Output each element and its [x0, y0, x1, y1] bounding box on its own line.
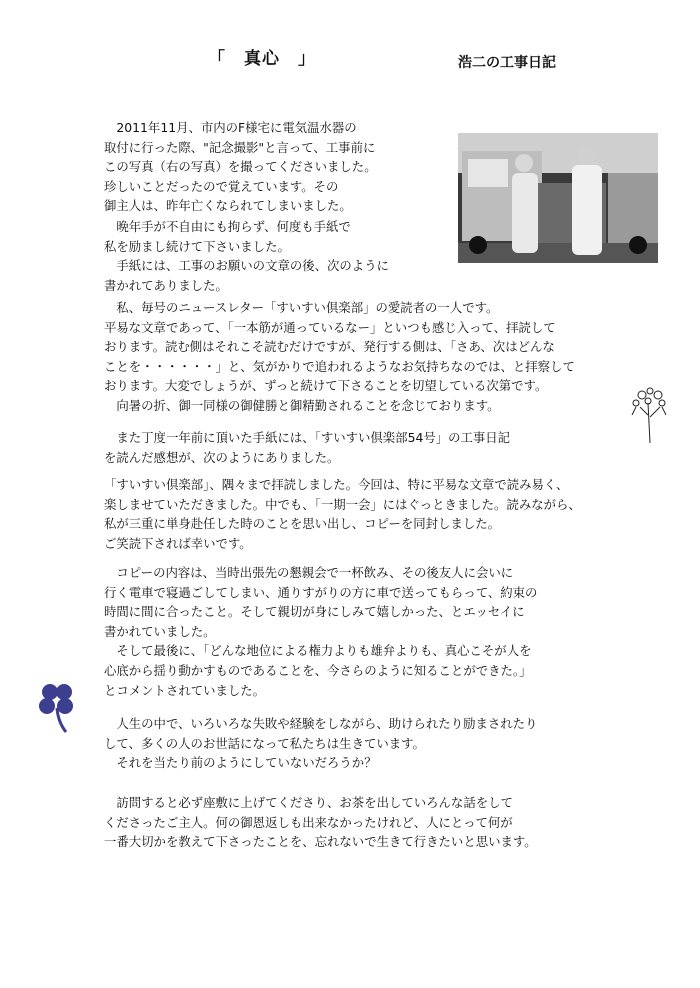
- paragraph-1: 2011年11月、市内のF様宅に電気温水器の 取付に行った際、"記念撮影"と言って、工事前に この写真（右の写真）を撮ってくださいました。 珍しいことだったので覚えています。その 御主人は、昨年亡くなられてしまいました。: [104, 120, 377, 214]
- column-author: 浩二の工事日記: [458, 55, 556, 71]
- paragraph-6: コピーの内容は、当時出張先の懇親会で一杯飲み、その後友人に会いに 行く電車で寝過ごしてしまい、通りすがりの方に車で送ってもらって、約束の 時間に間に合ったこと。そして親切が身にしみて嬉しかった、とエッセイに 書かれていました。 そして最後に、「どんな地位による権力よりも雄弁よりも、真心こそが人を 心底から揺り動かすものであることを、今さらのように知ることができた。」 とコメントされていました。: [104, 565, 538, 698]
- paragraph-3: 私、毎号のニュースレター「すいすい倶楽部」の愛読者の一人です。 平易な文章であって、「一本筋が通っているなー」といつも感じ入って、拝読して おります。読む側はそれこそ読むだけですが、発行する側は、「さあ、次はどんな ことを・・・・・・」と、気がかりで追われるようなお気持ちなのでは、と拝察して おります。大変でしょうが、ずっと続けて下さることを切望している次第です。 向暑の折、御一同様の御健勝と御精勤されることを念じております。: [104, 300, 575, 413]
- paragraph-2: 晩年手が不自由にも拘らず、何度も手紙で 私を励まし続けて下さいました。 手紙には、工事のお願いの文章の後、次のように 書かれてありました。: [104, 219, 389, 293]
- paragraph-7: 人生の中で、いろいろな失敗や経験をしながら、助けられたり励まされたり して、多くの人のお世話になって私たちは生きています。 それを当たり前のようにしていないだろうか？: [104, 716, 538, 771]
- paragraph-4: また丁度一年前に頂いた手紙には、「すいすい倶楽部54号」の工事日記 を読んだ感想が、次のようにありました。: [104, 430, 511, 465]
- page-title: 「 真心 」: [208, 49, 316, 69]
- flower-sketch-icon: [628, 385, 678, 449]
- paragraph-5: 「すいすい倶楽部」、隅々まで拝読しました。今回は、特に平易な文章で読み易く、 楽しませていただきました。中でも、「一期一会」にはぐっときました。読みながら、 私が三重に単身赴任した時のことを思い出し、コピーを同封しました。 ご笑読下されば幸いです。: [104, 477, 581, 551]
- four-leaf-clover-icon: [32, 678, 82, 742]
- paragraph-8: 訪問すると必ず座敷に上げてくださり、お茶を出していろんな話をして くださったご主人。何の御恩返しも出来なかったけれど、人にとって何が 一番大切かを教えて下さったことを、忘れないで生きて行きたいと思います。: [104, 795, 537, 850]
